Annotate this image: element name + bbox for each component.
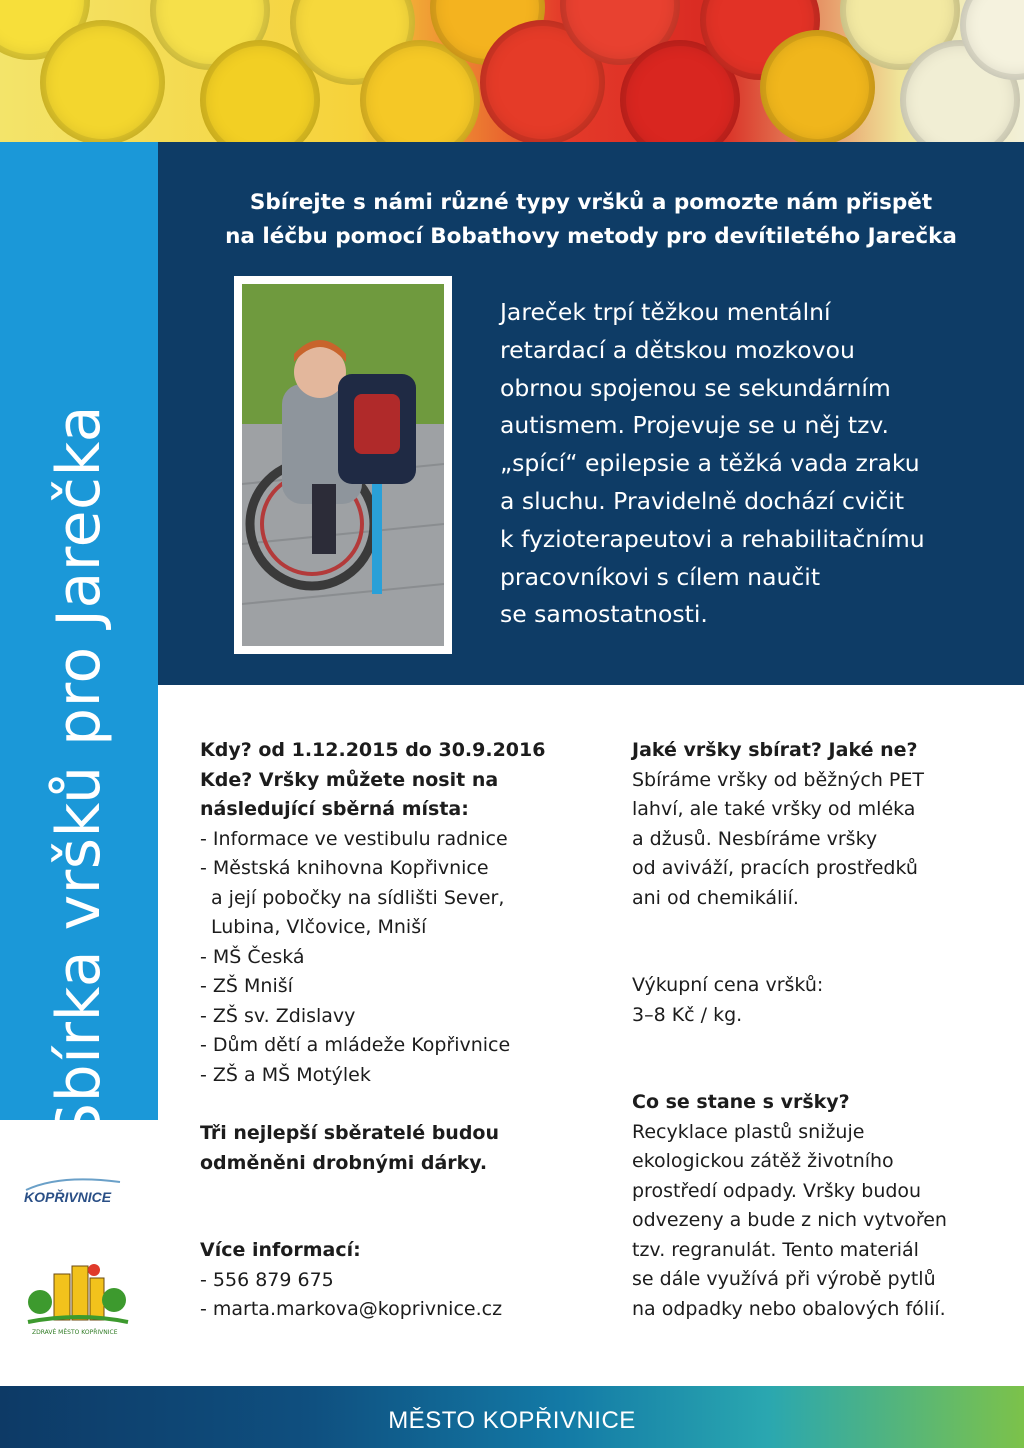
intro-line: Jareček trpí těžkou mentální bbox=[500, 298, 831, 326]
intro-text bbox=[500, 294, 1000, 634]
where-line: Kde? Vršky můžete nosit na bbox=[200, 768, 499, 791]
what-line: od aviváží, pracích prostředků bbox=[632, 857, 918, 879]
koprivnice-logo-mark bbox=[20, 1172, 140, 1212]
intro-line: pracovníkovi s cílem naučit bbox=[500, 562, 821, 591]
fate-line: prostředí odpady. Vršky budou bbox=[632, 1179, 922, 1202]
place-item: - Městská knihovna Kopřivnice bbox=[200, 857, 489, 879]
price-title: Výkupní cena vršků: bbox=[632, 974, 824, 996]
bottle-caps-banner bbox=[0, 0, 1024, 142]
reward-line: Tři nejlepší sběratelé budou bbox=[200, 1122, 500, 1144]
what-line: lahví, ale také vršky od mléka bbox=[632, 798, 916, 820]
place-item: a její pobočky na sídlišti Sever, bbox=[211, 886, 505, 909]
place-item: - Dům dětí a mládeže Kopřivnice bbox=[200, 1034, 511, 1056]
fate-line: Recyklace plastů snižuje bbox=[632, 1120, 865, 1143]
what-line: Sbíráme vršky od běžných PET bbox=[632, 768, 924, 791]
price-value: 3–8 Kč / kg. bbox=[632, 1003, 743, 1026]
healthy-city-logo-mark bbox=[24, 1262, 134, 1344]
sidebar-banner bbox=[0, 142, 158, 1141]
collection-details bbox=[200, 736, 580, 1325]
photo-illustration bbox=[242, 284, 444, 646]
intro-line: retardací a dětskou mozkovou bbox=[500, 335, 855, 364]
boy-in-wheelchair-photo bbox=[242, 284, 444, 646]
cap-info bbox=[632, 736, 1012, 1324]
contact-email: - marta.markova@koprivnice.cz bbox=[200, 1298, 503, 1320]
intro-line: se samostatnosti. bbox=[500, 600, 708, 629]
place-item: - Informace ve vestibulu radnice bbox=[200, 827, 508, 850]
fate-line: ekologickou zátěž životního bbox=[632, 1150, 894, 1172]
place-item: - MŠ Česká bbox=[200, 945, 305, 968]
hero-section bbox=[158, 142, 1024, 685]
what-line: a džusů. Nesbíráme vršky bbox=[632, 827, 878, 850]
side-title: Sbírka vršků pro Jarečka bbox=[44, 405, 114, 1141]
what-line: ani od chemikálií. bbox=[632, 886, 799, 909]
koprivnice-logo bbox=[20, 1172, 140, 1212]
fate-line: odvezeny a bude z nich vytvořen bbox=[632, 1209, 947, 1231]
intro-line: „spící“ epilepsie a těžká vada zraku bbox=[500, 449, 920, 478]
fate-line: na odpadky nebo obalových fólií. bbox=[632, 1297, 946, 1320]
contact-phone: - 556 879 675 bbox=[200, 1268, 334, 1291]
reward-line: odměněni drobnými dárky. bbox=[200, 1151, 488, 1174]
intro-line: autismem. Projevuje se u něj tzv. bbox=[500, 411, 889, 440]
headline-line: Sbírejte s námi různé typy vršků a pomozte nám přispět bbox=[249, 190, 933, 215]
intro-line: obrnou spojenou se sekundárním bbox=[500, 373, 891, 402]
headline-line: na léčbu pomocí Bobathovy metody pro devítiletého Jarečka bbox=[225, 224, 957, 249]
footer-bar bbox=[0, 1386, 1024, 1448]
healthy-city-text: ZDRAVÉ MĚSTO KOPŘIVNICE bbox=[32, 1329, 118, 1336]
what-title: Jaké vršky sbírat? Jaké ne? bbox=[632, 739, 918, 761]
fate-line: tzv. regranulát. Tento materiál bbox=[632, 1238, 919, 1261]
headline bbox=[158, 186, 1024, 254]
fate-line: se dále využívá při výrobě pytlů bbox=[632, 1268, 936, 1290]
place-item: - ZŠ a MŠ Motýlek bbox=[200, 1063, 371, 1086]
photo-frame bbox=[234, 276, 452, 654]
place-item: Lubina, Vlčovice, Mniší bbox=[211, 916, 427, 938]
koprivnice-logo-text: KOPŘIVNICE bbox=[24, 1189, 112, 1205]
place-item: - ZŠ sv. Zdislavy bbox=[200, 1004, 356, 1027]
more-info-title: Více informací: bbox=[200, 1239, 361, 1261]
where-line: následující sběrná místa: bbox=[200, 798, 469, 820]
when-line: Kdy? od 1.12.2015 do 30.9.2016 bbox=[200, 739, 546, 761]
place-item: - ZŠ Mniší bbox=[200, 975, 293, 997]
fate-title: Co se stane s vršky? bbox=[632, 1091, 850, 1113]
intro-line: a sluchu. Pravidelně dochází cvičit bbox=[500, 486, 905, 515]
healthy-city-logo bbox=[24, 1262, 134, 1344]
intro-line: k fyzioterapeutovi a rehabilitačnímu bbox=[500, 524, 925, 553]
footer-title: MĚSTO KOPŘIVNICE bbox=[388, 1407, 636, 1434]
